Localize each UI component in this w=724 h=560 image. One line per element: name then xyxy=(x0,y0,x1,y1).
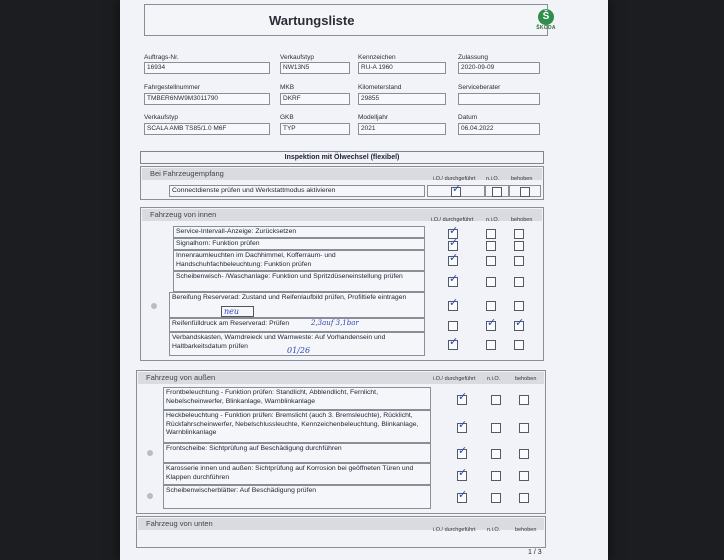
checklist-item-text: Bereifung Reserverad: Zustand und Reifenlaufbild prüfen, Profiltiefe eintragen xyxy=(169,292,425,318)
field-value: RU-A 1960 xyxy=(358,62,446,74)
brand-logo xyxy=(525,9,567,35)
checkmark-icon: ✓ xyxy=(487,316,497,329)
field-label: Kilometerstand xyxy=(358,84,402,91)
skoda-logo-icon: Š xyxy=(538,9,554,25)
field-label: Auftrags-Nr. xyxy=(144,54,179,61)
field-value xyxy=(458,93,540,105)
col-header-nok: n.i.O. xyxy=(487,376,501,382)
section-exterior xyxy=(136,370,546,514)
col-header-fixed: behoben xyxy=(511,217,533,223)
col-header-ok: i.O./ durchgeführt xyxy=(431,217,474,223)
section-title: Bei Fahrzeugempfang xyxy=(142,168,542,180)
checkbox-fixed[interactable] xyxy=(514,340,524,350)
checklist-item-text: Innenraumleuchten im Dachhimmel, Kofferraum- und Handschuhfachbeleuchtung: Funktion prüfen xyxy=(173,250,425,271)
checkbox-nok[interactable] xyxy=(486,256,496,266)
checkmark-icon: ✓ xyxy=(449,296,459,309)
checkbox-fixed[interactable] xyxy=(519,471,529,481)
col-header-nok: n.i.O. xyxy=(486,217,500,223)
checkmark-icon: ✓ xyxy=(458,488,468,501)
checkmark-icon: ✓ xyxy=(458,390,468,403)
checkbox-fixed[interactable] xyxy=(514,229,524,239)
checkbox-fixed[interactable] xyxy=(519,493,529,503)
field-label: GKB xyxy=(280,114,294,121)
star-marker-icon xyxy=(147,450,153,456)
field-value: NW13N5 xyxy=(280,62,350,74)
checkbox-nok[interactable] xyxy=(492,187,502,197)
checkmark-icon: ✓ xyxy=(449,224,459,237)
checkbox-fixed[interactable] xyxy=(519,395,529,405)
checklist-item-text: Signalhorn: Funktion prüfen xyxy=(173,238,425,250)
page-number: 1 / 3 xyxy=(528,549,542,556)
checkmark-icon: ✓ xyxy=(449,236,459,249)
section-underbody xyxy=(136,516,546,548)
checkbox-fixed[interactable] xyxy=(520,187,530,197)
checklist-item-text: Scheibenwisch- /Waschanlage: Funktion und Spritzdüseneinstellung prüfen xyxy=(173,271,425,292)
checkmark-icon: ✓ xyxy=(449,272,459,285)
field-label: Kennzeichen xyxy=(358,54,396,61)
checkbox-fixed[interactable] xyxy=(514,241,524,251)
checklist-item-text: Heckbeleuchtung - Funktion prüfen: Bremslicht (auch 3. Bremsleuchte), Rücklicht, Rückfahrscheinwerfer, Nebelschlussleuchte, Kennzeichenbeleuchtung, Blinkanlage, Warnblinkanlage xyxy=(163,410,431,443)
checkmark-icon: ✓ xyxy=(449,335,459,348)
checkmark-icon: ✓ xyxy=(515,316,525,329)
checklist-item-text: Connectdienste prüfen und Werkstattmodus aktivieren xyxy=(169,185,425,197)
handwriting-expiry-date: 01/26 xyxy=(287,346,311,355)
field-label: Zulassung xyxy=(458,54,488,61)
section-interior xyxy=(140,207,544,361)
field-value: 06.04.2022 xyxy=(458,123,540,135)
checkbox-fixed[interactable] xyxy=(519,423,529,433)
col-header-fixed: behoben xyxy=(515,376,537,382)
checkbox-fixed[interactable] xyxy=(514,256,524,266)
field-value: 29855 xyxy=(358,93,446,105)
checkbox-fixed[interactable] xyxy=(519,449,529,459)
checkmark-icon: ✓ xyxy=(458,466,468,479)
brand-name: ŠKODA xyxy=(536,25,556,31)
checkmark-icon: ✓ xyxy=(458,418,468,431)
field-label: Fahrgestellnummer xyxy=(144,84,200,91)
star-marker-icon xyxy=(147,493,153,499)
maintenance-sheet xyxy=(120,0,608,560)
field-value: DKRF xyxy=(280,93,350,105)
field-label: Verkaufstyp xyxy=(144,114,178,121)
checkbox-nok[interactable] xyxy=(486,301,496,311)
checklist-item-text: Karosserie innen und außen: Sichtprüfung auf Korrosion bei geöffneten Türen und Klappen durchführen xyxy=(163,463,431,485)
field-label: Verkaufstyp xyxy=(280,54,314,61)
checkmark-icon: ✓ xyxy=(458,444,468,457)
field-value: SCALA AMB TS85/1.0 M6F xyxy=(144,123,270,135)
checklist-item-text: Frontbeleuchtung - Funktion prüfen: Standlicht, Abblendlicht, Fernlicht, Nebelscheinwerfer, Blinkanlage, Warnblinkanlage xyxy=(163,387,431,410)
section-title: Fahrzeug von außen xyxy=(138,372,544,384)
title-box xyxy=(144,4,556,36)
checkbox-nok[interactable] xyxy=(491,423,501,433)
field-label: MKB xyxy=(280,84,295,91)
field-value: 2020-09-09 xyxy=(458,62,540,74)
inspection-title: Inspektion mit Ölwechsel (flexibel) xyxy=(140,151,544,164)
field-value: 2021 xyxy=(358,123,446,135)
checkmark-icon: ✓ xyxy=(449,251,459,264)
col-header-fixed: behoben xyxy=(515,527,537,533)
checkbox-nok[interactable] xyxy=(491,449,501,459)
field-label: Modelljahr xyxy=(358,114,388,121)
checkbox-nok[interactable] xyxy=(491,493,501,503)
col-header-ok: i.O./ durchgeführt xyxy=(433,176,476,182)
page-title: Wartungsliste xyxy=(269,13,355,28)
section-vehicle-reception xyxy=(140,166,544,200)
checklist-item-text: Frontscheibe: Sichtprüfung auf Beschädigung durchführen xyxy=(163,443,431,463)
col-header-nok: n.i.O. xyxy=(487,527,501,533)
col-header-ok: i.O./ durchgeführt xyxy=(433,527,476,533)
field-value: TMBER6NW9M3011790 xyxy=(144,93,270,105)
checkmark-icon: ✓ xyxy=(452,182,462,195)
col-header-nok: n.i.O. xyxy=(486,176,500,182)
checkbox-nok[interactable] xyxy=(486,277,496,287)
field-label: Serviceberater xyxy=(458,84,501,91)
checkbox-nok[interactable] xyxy=(491,471,501,481)
field-value: 16934 xyxy=(144,62,270,74)
checklist-item-text: Verbandskasten, Warndreieck und Warnweste: Auf Vorhandensein und Haltbarkeitsdatum prüfen xyxy=(169,332,425,356)
checkbox-nok[interactable] xyxy=(486,229,496,239)
checkbox-ok[interactable] xyxy=(448,321,458,331)
checkbox-nok[interactable] xyxy=(486,340,496,350)
section-title: Fahrzeug von innen xyxy=(142,209,542,221)
checklist-item-text: Reifenfülldruck am Reserverad: Prüfen xyxy=(169,318,425,332)
col-header-ok: i.O./ durchgeführt xyxy=(433,376,476,382)
col-header-fixed: behoben xyxy=(511,176,533,182)
section-title: Fahrzeug von unten xyxy=(138,518,544,530)
checkbox-nok[interactable] xyxy=(491,395,501,405)
checkbox-nok[interactable] xyxy=(486,241,496,251)
handwriting-tire-pressure: 2,3auf 3,1bar xyxy=(311,319,359,327)
checklist-item-text: Scheibenwischerblätter: Auf Beschädigung prüfen xyxy=(163,485,431,509)
checkbox-fixed[interactable] xyxy=(514,277,524,287)
field-label: Datum xyxy=(458,114,478,121)
star-marker-icon xyxy=(151,303,157,309)
checklist-item-text: Service-Intervall-Anzeige: Zurücksetzen xyxy=(173,226,425,238)
handwriting-tread-depth: neu xyxy=(221,306,254,317)
field-value: TYP xyxy=(280,123,350,135)
checkbox-fixed[interactable] xyxy=(514,301,524,311)
